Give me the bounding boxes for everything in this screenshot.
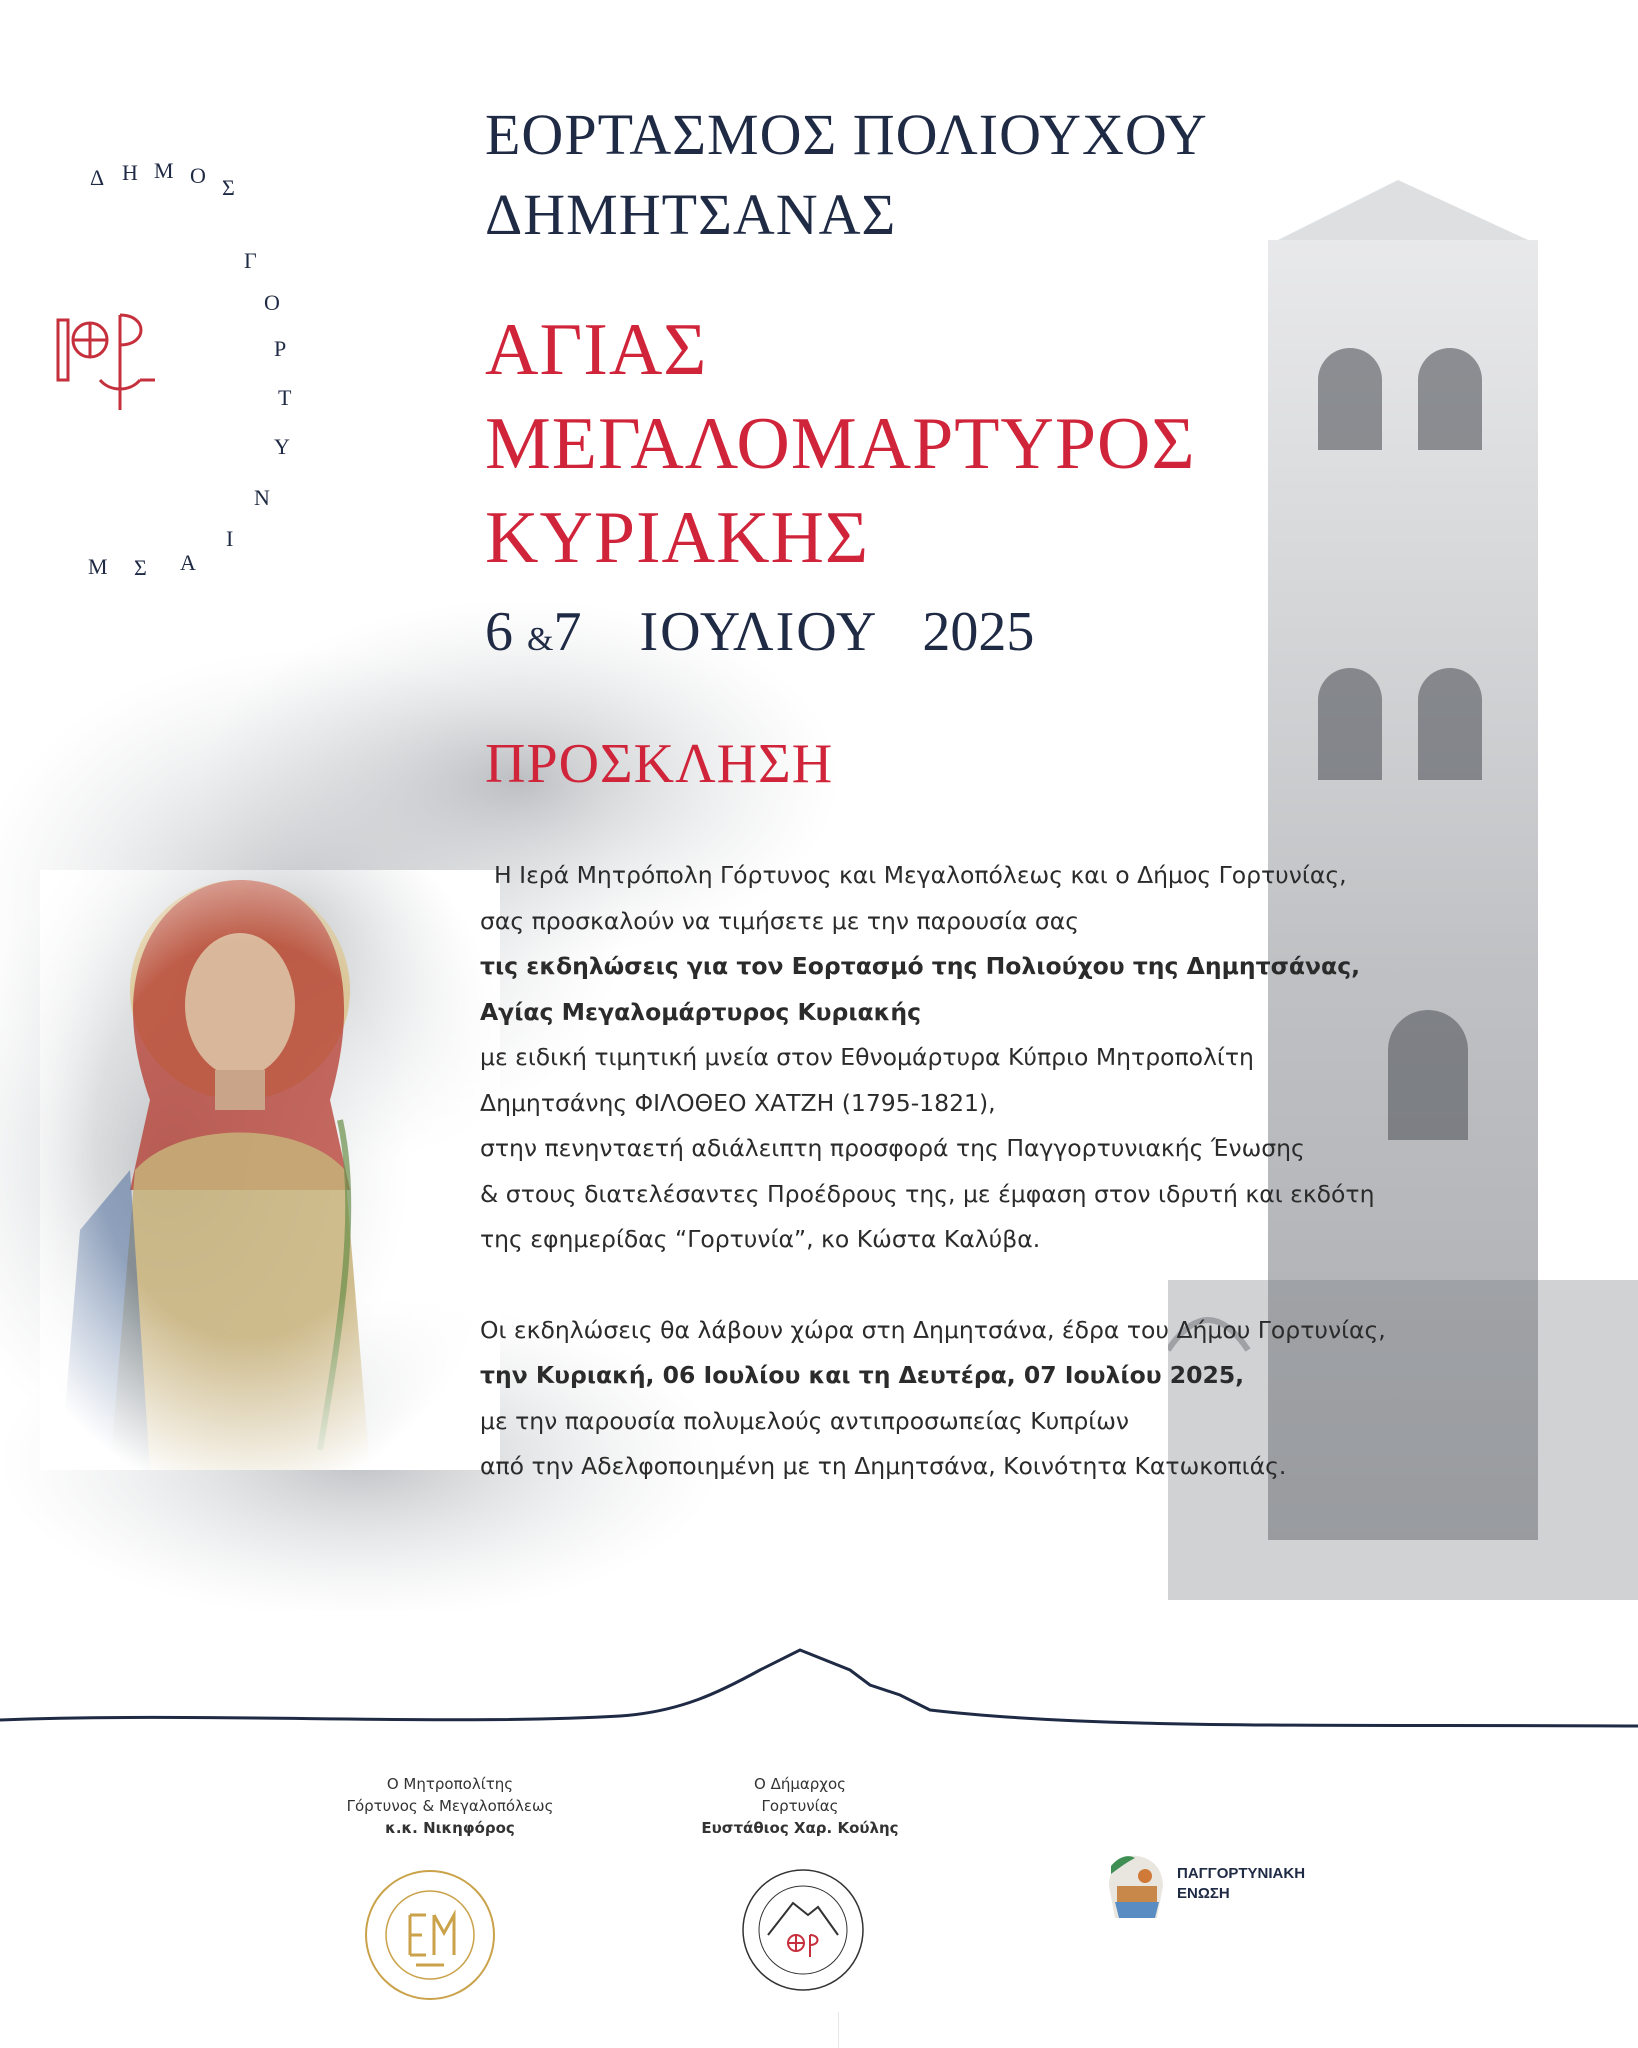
saint-icon-painting bbox=[40, 870, 500, 1470]
svg-text:Ν: Ν bbox=[254, 485, 270, 510]
event-title-line1: ΕΟΡΤΑΣΜΟΣ ΠΟΛΙΟΥΧΟΥ bbox=[485, 102, 1208, 167]
mayor-title: Ο Δήμαρχος bbox=[754, 1775, 846, 1793]
metropolitan-signature bbox=[300, 1773, 600, 1839]
svg-text:Ι: Ι bbox=[226, 526, 234, 551]
mayor-signature bbox=[660, 1773, 940, 1839]
union-name bbox=[1177, 1864, 1305, 1904]
date-day2: 7 bbox=[553, 601, 582, 663]
invitation-heading: ΠΡΟΣΚΛΗΣΗ bbox=[485, 733, 834, 795]
pangortynian-union-logo bbox=[1105, 1846, 1167, 1924]
body-line: στην πενηνταετή αδιάλειπτη προσφορά της Παγγορτυνιακής Ένωσης bbox=[480, 1134, 1305, 1162]
svg-text:Ο: Ο bbox=[190, 163, 206, 188]
body-line: με την παρουσία πολυμελούς αντιπροσωπείας Κυπρίων bbox=[480, 1406, 1130, 1435]
date-ampersand: & bbox=[527, 621, 554, 658]
svg-text:Μ: Μ bbox=[154, 158, 174, 183]
body-line: Δημητσάνης ΦΙΛΟΘΕΟ ΧΑΤΖΗ (1795-1821), bbox=[480, 1088, 996, 1117]
metropolitan-see: Γόρτυνος & Μεγαλοπόλεως bbox=[346, 1797, 554, 1815]
body-line-bold: Αγίας Μεγαλομάρτυρος Κυριακής bbox=[480, 997, 922, 1026]
body-line: σας προσκαλούν να τιμήσετε με την παρουσία σας bbox=[480, 906, 1080, 935]
mayor-name: Ευστάθιος Χαρ. Κούλης bbox=[701, 1819, 899, 1837]
union-logo-block bbox=[1105, 1846, 1355, 1926]
svg-text:Δ: Δ bbox=[90, 165, 105, 190]
date-month: ΙΟΥΛΙΟΥ bbox=[639, 601, 879, 663]
metropolis-seal-stamp bbox=[360, 1865, 500, 2005]
body-line: Οι εκδηλώσεις θα λάβουν χώρα στη Δημητσάνα, έδρα του Δήμου Γορτυνίας, bbox=[480, 1315, 1386, 1344]
union-name-line2: ΕΝΩΣΗ bbox=[1177, 1885, 1230, 1902]
invitation-body bbox=[480, 853, 1460, 1490]
svg-text:Ο: Ο bbox=[264, 290, 280, 315]
svg-text:Μ: Μ bbox=[88, 554, 108, 579]
body-line: Η Ιερά Μητρόπολη Γόρτυνος και Μεγαλοπόλεως και ο Δήμος Γορτυνίας, bbox=[494, 861, 1347, 889]
svg-text:Τ: Τ bbox=[278, 385, 292, 410]
svg-text:Η: Η bbox=[122, 160, 138, 185]
svg-text:Ρ: Ρ bbox=[274, 336, 287, 361]
body-line-bold: την Κυριακή, 06 Ιουλίου και τη Δευτέρα, 07 Ιουλίου 2025, bbox=[480, 1361, 1245, 1389]
saint-name-line3: ΚΥΡΙΑΚΗΣ bbox=[485, 497, 870, 579]
saint-name-line1: ΑΓΙΑΣ bbox=[485, 309, 708, 391]
svg-text:Υ: Υ bbox=[274, 434, 290, 459]
event-title-line2: ΔΗΜΗΤΣΑΝΑΣ bbox=[485, 182, 897, 247]
title-block bbox=[485, 95, 1385, 799]
mountain-horizon-line bbox=[0, 1620, 1638, 1740]
body-line: & στους διατελέσαντες Προέδρους της, με έμφαση στον ιδρυτή και εκδότη bbox=[480, 1179, 1375, 1208]
body-line-bold: τις εκδηλώσεις για τον Εορτασμό της Πολιούχου της Δημητσάνας, bbox=[480, 952, 1361, 980]
municipality-stamp bbox=[738, 1865, 868, 1995]
metropolitan-name: κ.κ. Νικηφόρος bbox=[385, 1819, 515, 1837]
date-day1: 6 bbox=[485, 601, 513, 663]
mayor-municipality: Γορτυνίας bbox=[761, 1797, 839, 1815]
bottom-divider bbox=[838, 2012, 839, 2048]
svg-text:Α: Α bbox=[180, 550, 196, 575]
saint-name-line2: ΜΕΓΑΛΟΜΑΡΤΥΡΟΣ bbox=[485, 403, 1196, 485]
municipality-seal-logo bbox=[30, 150, 330, 610]
union-name-line1: ΠΑΓΓΟΡΤΥΝΙΑΚΗ bbox=[1177, 1865, 1306, 1882]
svg-text:Σ: Σ bbox=[222, 175, 235, 200]
date-year: 2025 bbox=[922, 601, 1035, 663]
metropolitan-title: Ο Μητροπολίτης bbox=[386, 1775, 514, 1793]
event-date bbox=[485, 597, 1385, 675]
svg-text:Σ: Σ bbox=[134, 555, 147, 580]
body-line: με ειδική τιμητική μνεία στον Εθνομάρτυρα Κύπριο Μητροπολίτη bbox=[480, 1043, 1254, 1071]
body-line: από την Αδελφοποιημένη με τη Δημητσάνα, Κοινότητα Κατωκοπιάς. bbox=[480, 1452, 1287, 1480]
body-line: της εφημερίδας “Γορτυνία”, κο Κώστα Καλύβα. bbox=[480, 1225, 1041, 1253]
svg-text:Γ: Γ bbox=[244, 248, 257, 273]
